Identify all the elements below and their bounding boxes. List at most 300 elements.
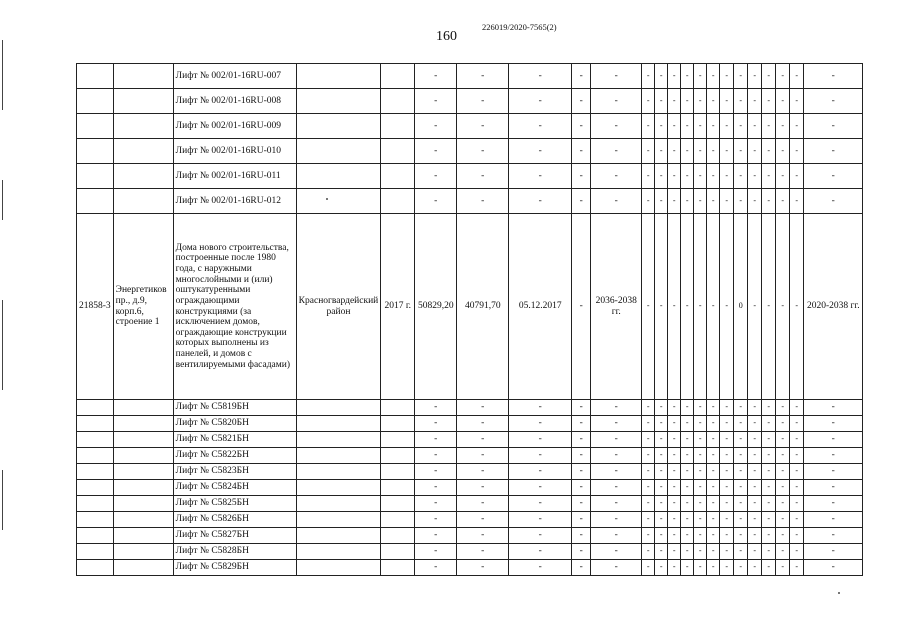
- district-cell: [296, 448, 381, 464]
- dash-cell: -: [415, 480, 457, 496]
- dash-cell: -: [642, 89, 655, 114]
- dash-cell: -: [720, 400, 734, 416]
- dash-cell: -: [776, 214, 790, 400]
- dash-cell: -: [572, 528, 591, 544]
- dash-cell: -: [509, 114, 572, 139]
- dash-cell: -: [804, 416, 863, 432]
- dash-cell: -: [776, 544, 790, 560]
- id-cell: [77, 560, 114, 576]
- dash-cell: -: [762, 139, 776, 164]
- dash-cell: -: [707, 528, 720, 544]
- dash-cell: -: [694, 448, 707, 464]
- dash-cell: -: [790, 164, 804, 189]
- dash-cell: -: [720, 164, 734, 189]
- address-cell: [113, 64, 173, 89]
- dash-cell: -: [694, 544, 707, 560]
- id-cell: [77, 64, 114, 89]
- housing-register-table: [76, 63, 863, 576]
- dash-cell: -: [415, 432, 457, 448]
- year-cell: [381, 448, 415, 464]
- id-cell: [77, 464, 114, 480]
- dash-cell: -: [720, 464, 734, 480]
- dash-cell: -: [762, 214, 776, 400]
- district-cell: [296, 164, 381, 189]
- dash-cell: -: [734, 64, 748, 89]
- dash-cell: -: [655, 64, 668, 89]
- lift-name-cell: Лифт № С5828БН: [173, 544, 296, 560]
- id-cell: [77, 528, 114, 544]
- dash-cell: -: [642, 189, 655, 214]
- dash-cell: -: [509, 416, 572, 432]
- dash-cell: -: [572, 560, 591, 576]
- dash-cell: -: [509, 528, 572, 544]
- page-number: 160: [436, 29, 457, 44]
- year-cell: [381, 64, 415, 89]
- dash-cell: -: [804, 400, 863, 416]
- dash-cell: -: [509, 560, 572, 576]
- id-cell: [77, 512, 114, 528]
- dash-cell: -: [790, 189, 804, 214]
- scan-left-edge: [0, 0, 8, 640]
- dash-cell: -: [734, 139, 748, 164]
- dash-cell: -: [655, 114, 668, 139]
- dash-cell: -: [734, 114, 748, 139]
- dash-cell: -: [415, 544, 457, 560]
- dash-cell: -: [707, 560, 720, 576]
- dash-cell: -: [790, 480, 804, 496]
- dash-cell: -: [748, 400, 762, 416]
- address-cell: [113, 189, 173, 214]
- dash-cell: -: [707, 89, 720, 114]
- dash-cell: -: [762, 189, 776, 214]
- dash-cell: -: [681, 512, 694, 528]
- dash-cell: -: [642, 432, 655, 448]
- district-cell: [296, 400, 381, 416]
- dash-cell: -: [748, 164, 762, 189]
- dash-cell: -: [720, 114, 734, 139]
- dash-cell: -: [694, 512, 707, 528]
- dash-cell: -: [591, 164, 642, 189]
- dash-cell: -: [457, 64, 509, 89]
- dash-cell: -: [509, 139, 572, 164]
- dash-cell: -: [668, 164, 681, 189]
- dash-cell: -: [762, 448, 776, 464]
- district-cell: [296, 64, 381, 89]
- dash-cell: -: [415, 189, 457, 214]
- dash-cell: -: [415, 139, 457, 164]
- year-cell: [381, 400, 415, 416]
- dash-cell: -: [509, 432, 572, 448]
- year-cell: [381, 480, 415, 496]
- dash-cell: -: [457, 480, 509, 496]
- dash-cell: -: [790, 139, 804, 164]
- address-cell: [113, 528, 173, 544]
- dash-cell: -: [790, 432, 804, 448]
- district-cell: [296, 114, 381, 139]
- dash-cell: -: [509, 400, 572, 416]
- dash-cell: -: [655, 464, 668, 480]
- dash-cell: -: [762, 496, 776, 512]
- dash-cell: -: [655, 544, 668, 560]
- living-area-cell: 40791,70: [457, 214, 509, 400]
- address-cell: [113, 400, 173, 416]
- lift-row: [77, 189, 863, 214]
- dash-cell: -: [591, 496, 642, 512]
- dash-cell: -: [694, 464, 707, 480]
- dash-cell: -: [720, 214, 734, 400]
- lift-row: [77, 114, 863, 139]
- year-cell: [381, 560, 415, 576]
- address-cell: [113, 464, 173, 480]
- dash-cell: -: [748, 214, 762, 400]
- dash-cell: -: [734, 164, 748, 189]
- dash-cell: -: [707, 164, 720, 189]
- dash-cell: -: [457, 496, 509, 512]
- dash-cell: -: [707, 448, 720, 464]
- dash-cell: -: [415, 64, 457, 89]
- dash-cell: -: [776, 464, 790, 480]
- dash-cell: -: [707, 544, 720, 560]
- id-cell: [77, 114, 114, 139]
- dash-cell: -: [591, 528, 642, 544]
- district-cell: Красногвардейский район: [296, 214, 381, 400]
- dash-cell: -: [804, 164, 863, 189]
- dash-cell: -: [681, 480, 694, 496]
- dash-cell: -: [668, 114, 681, 139]
- dash-cell: -: [748, 89, 762, 114]
- dash-cell: -: [707, 400, 720, 416]
- dash-cell: -: [591, 189, 642, 214]
- date-cell: 05.12.2017: [509, 214, 572, 400]
- dash-cell: -: [655, 416, 668, 432]
- dash-cell: -: [642, 512, 655, 528]
- dash-cell: -: [681, 544, 694, 560]
- id-cell: [77, 164, 114, 189]
- dash-cell: -: [734, 496, 748, 512]
- dash-cell: -: [668, 496, 681, 512]
- lift-row: [77, 480, 863, 496]
- dash-cell: -: [804, 189, 863, 214]
- lift-name-cell: Лифт № 002/01-16RU-008: [173, 89, 296, 114]
- dash-cell: -: [776, 400, 790, 416]
- dash-cell: -: [790, 464, 804, 480]
- year-cell: [381, 189, 415, 214]
- dash-cell: -: [415, 164, 457, 189]
- dash-cell: -: [642, 164, 655, 189]
- address-cell: [113, 416, 173, 432]
- dash-cell: -: [790, 512, 804, 528]
- dash-cell: -: [681, 560, 694, 576]
- year-cell: [381, 164, 415, 189]
- dash-cell: -: [457, 544, 509, 560]
- dash-cell: -: [681, 528, 694, 544]
- dash-cell: -: [694, 560, 707, 576]
- dash-cell: -: [457, 139, 509, 164]
- building-address-cell: Энергетиков пр., д.9, корп.6, строение 1: [113, 214, 173, 400]
- dash-cell: -: [668, 64, 681, 89]
- dash-cell: -: [509, 89, 572, 114]
- dash-cell: -: [655, 214, 668, 400]
- dash-cell: -: [591, 512, 642, 528]
- lift-row: [77, 448, 863, 464]
- id-cell: [77, 480, 114, 496]
- lift-name-cell: Лифт № С5825БН: [173, 496, 296, 512]
- dash-cell: -: [591, 64, 642, 89]
- dash-cell: -: [734, 416, 748, 432]
- address-cell: [113, 560, 173, 576]
- dash-cell: -: [776, 480, 790, 496]
- dash-cell: -: [572, 448, 591, 464]
- dash-cell: -: [655, 89, 668, 114]
- dash-cell: -: [707, 416, 720, 432]
- address-cell: [113, 480, 173, 496]
- dash-cell: -: [642, 560, 655, 576]
- dash-cell: -: [509, 164, 572, 189]
- dash-cell: -: [720, 480, 734, 496]
- id-cell: [77, 544, 114, 560]
- lift-row: [77, 164, 863, 189]
- dash-cell: -: [694, 416, 707, 432]
- dash-cell: -: [681, 164, 694, 189]
- dash-cell: -: [790, 114, 804, 139]
- dash-cell: -: [509, 189, 572, 214]
- dash-cell: -: [804, 139, 863, 164]
- dash-cell: -: [776, 139, 790, 164]
- dash-cell: -: [707, 512, 720, 528]
- id-cell: [77, 139, 114, 164]
- dash-cell: -: [642, 64, 655, 89]
- dash-cell: -: [734, 448, 748, 464]
- lift-row: [77, 400, 863, 416]
- dash-cell: -: [776, 189, 790, 214]
- dash-cell: -: [748, 64, 762, 89]
- dash-cell: -: [509, 448, 572, 464]
- dash-cell: -: [591, 139, 642, 164]
- dash-cell: -: [591, 89, 642, 114]
- dash-cell: -: [681, 189, 694, 214]
- dash-cell: -: [762, 432, 776, 448]
- dash-cell: -: [707, 480, 720, 496]
- period-cell: 2020-2038 гг.: [804, 214, 863, 400]
- dash-cell: -: [804, 480, 863, 496]
- dash-cell: -: [668, 214, 681, 400]
- dash-cell: -: [415, 89, 457, 114]
- dash-cell: -: [762, 480, 776, 496]
- dash-cell: -: [804, 64, 863, 89]
- dash-cell: -: [734, 189, 748, 214]
- dash-cell: -: [572, 432, 591, 448]
- dash-cell: -: [572, 544, 591, 560]
- lift-name-cell: Лифт № С5822БН: [173, 448, 296, 464]
- dash-cell: -: [572, 480, 591, 496]
- dash-cell: -: [720, 496, 734, 512]
- dash-cell: -: [509, 64, 572, 89]
- dash-cell: -: [734, 480, 748, 496]
- address-cell: [113, 89, 173, 114]
- year-cell: [381, 432, 415, 448]
- dash-cell: -: [681, 448, 694, 464]
- dash-cell: -: [668, 432, 681, 448]
- dash-cell: -: [642, 114, 655, 139]
- dash-cell: -: [804, 512, 863, 528]
- dash-cell: -: [509, 544, 572, 560]
- dash-cell: -: [720, 432, 734, 448]
- dash-cell: -: [668, 89, 681, 114]
- dash-cell: -: [720, 89, 734, 114]
- dash-cell: -: [720, 512, 734, 528]
- address-cell: [113, 139, 173, 164]
- dash-cell: -: [591, 114, 642, 139]
- dash-cell: -: [720, 448, 734, 464]
- dash-cell: -: [415, 114, 457, 139]
- dash-cell: -: [591, 432, 642, 448]
- lift-name-cell: Лифт № С5820БН: [173, 416, 296, 432]
- dash-cell: -: [415, 496, 457, 512]
- year-cell: [381, 512, 415, 528]
- dash-cell: -: [668, 528, 681, 544]
- scan-speck: [838, 592, 840, 594]
- id-cell: [77, 448, 114, 464]
- dash-cell: -: [668, 189, 681, 214]
- dash-cell: -: [707, 496, 720, 512]
- dash-cell: -: [694, 400, 707, 416]
- district-cell: [296, 89, 381, 114]
- dash-cell: -: [415, 512, 457, 528]
- dash-cell: -: [762, 512, 776, 528]
- zero-cell: 0: [734, 214, 748, 400]
- dash-cell: -: [707, 139, 720, 164]
- dash-cell: -: [457, 164, 509, 189]
- lift-row: [77, 89, 863, 114]
- dash-cell: -: [790, 496, 804, 512]
- dash-cell: -: [668, 560, 681, 576]
- dash-cell: -: [776, 416, 790, 432]
- lift-name-cell: Лифт № С5819БН: [173, 400, 296, 416]
- dash-cell: -: [694, 139, 707, 164]
- lift-row: [77, 512, 863, 528]
- dash-cell: -: [776, 448, 790, 464]
- dash-cell: -: [668, 464, 681, 480]
- dash-cell: -: [681, 139, 694, 164]
- lift-row: [77, 560, 863, 576]
- dash-cell: -: [707, 189, 720, 214]
- dash-cell: -: [642, 528, 655, 544]
- year-cell: [381, 89, 415, 114]
- dash-cell: -: [707, 432, 720, 448]
- dash-cell: -: [734, 528, 748, 544]
- dash-cell: -: [415, 400, 457, 416]
- dash-cell: -: [457, 448, 509, 464]
- dash-cell: -: [694, 64, 707, 89]
- dash-cell: -: [457, 189, 509, 214]
- dash-cell: -: [734, 89, 748, 114]
- dash-cell: -: [720, 544, 734, 560]
- dash-cell: -: [572, 164, 591, 189]
- dash-cell: -: [681, 114, 694, 139]
- dash-cell: -: [748, 560, 762, 576]
- lift-row: [77, 432, 863, 448]
- dash-cell: -: [655, 528, 668, 544]
- dash-cell: -: [457, 400, 509, 416]
- dash-cell: -: [762, 400, 776, 416]
- lift-name-cell: Лифт № С5827БН: [173, 528, 296, 544]
- dash-cell: -: [457, 464, 509, 480]
- dash-cell: -: [668, 400, 681, 416]
- dash-cell: -: [776, 64, 790, 89]
- lift-name-cell: Лифт № 002/01-16RU-007: [173, 64, 296, 89]
- dash-cell: -: [457, 114, 509, 139]
- dash-cell: -: [790, 560, 804, 576]
- dash-cell: -: [415, 448, 457, 464]
- dash-cell: -: [734, 512, 748, 528]
- dash-cell: -: [694, 114, 707, 139]
- dash-cell: -: [655, 432, 668, 448]
- dash-cell: -: [572, 512, 591, 528]
- dash-cell: -: [681, 400, 694, 416]
- dash-cell: -: [655, 164, 668, 189]
- address-cell: [113, 432, 173, 448]
- dash-cell: -: [572, 416, 591, 432]
- dash-cell: -: [572, 214, 591, 400]
- dash-cell: -: [762, 114, 776, 139]
- district-cell: [296, 496, 381, 512]
- dash-cell: -: [707, 214, 720, 400]
- dash-cell: -: [591, 560, 642, 576]
- building-id-cell: 21858-3: [77, 214, 114, 400]
- dash-cell: -: [655, 512, 668, 528]
- dash-cell: -: [457, 89, 509, 114]
- id-cell: [77, 400, 114, 416]
- dash-cell: -: [804, 448, 863, 464]
- dash-cell: -: [720, 139, 734, 164]
- lift-name-cell: Лифт № 002/01-16RU-010: [173, 139, 296, 164]
- dash-cell: -: [790, 528, 804, 544]
- id-cell: [77, 432, 114, 448]
- dash-cell: -: [790, 214, 804, 400]
- lift-name-cell: Лифт № С5821БН: [173, 432, 296, 448]
- dash-cell: -: [668, 480, 681, 496]
- dash-cell: -: [776, 89, 790, 114]
- dash-cell: -: [776, 512, 790, 528]
- dash-cell: -: [748, 114, 762, 139]
- dash-cell: -: [790, 89, 804, 114]
- dash-cell: -: [591, 448, 642, 464]
- dash-cell: -: [694, 528, 707, 544]
- scan-speck: [326, 198, 328, 200]
- total-area-cell: 50829,20: [415, 214, 457, 400]
- period-cell: 2036-2038 гг.: [591, 214, 642, 400]
- dash-cell: -: [591, 464, 642, 480]
- district-cell: [296, 528, 381, 544]
- dash-cell: -: [415, 464, 457, 480]
- dash-cell: -: [748, 464, 762, 480]
- dash-cell: -: [668, 448, 681, 464]
- dash-cell: -: [720, 528, 734, 544]
- dash-cell: -: [591, 416, 642, 432]
- lift-name-cell: Лифт № 002/01-16RU-009: [173, 114, 296, 139]
- dash-cell: -: [804, 528, 863, 544]
- dash-cell: -: [457, 512, 509, 528]
- dash-cell: -: [655, 189, 668, 214]
- dash-cell: -: [694, 496, 707, 512]
- district-cell: [296, 416, 381, 432]
- dash-cell: -: [804, 89, 863, 114]
- dash-cell: -: [804, 544, 863, 560]
- dash-cell: -: [734, 464, 748, 480]
- dash-cell: -: [762, 416, 776, 432]
- year-cell: [381, 496, 415, 512]
- dash-cell: -: [790, 544, 804, 560]
